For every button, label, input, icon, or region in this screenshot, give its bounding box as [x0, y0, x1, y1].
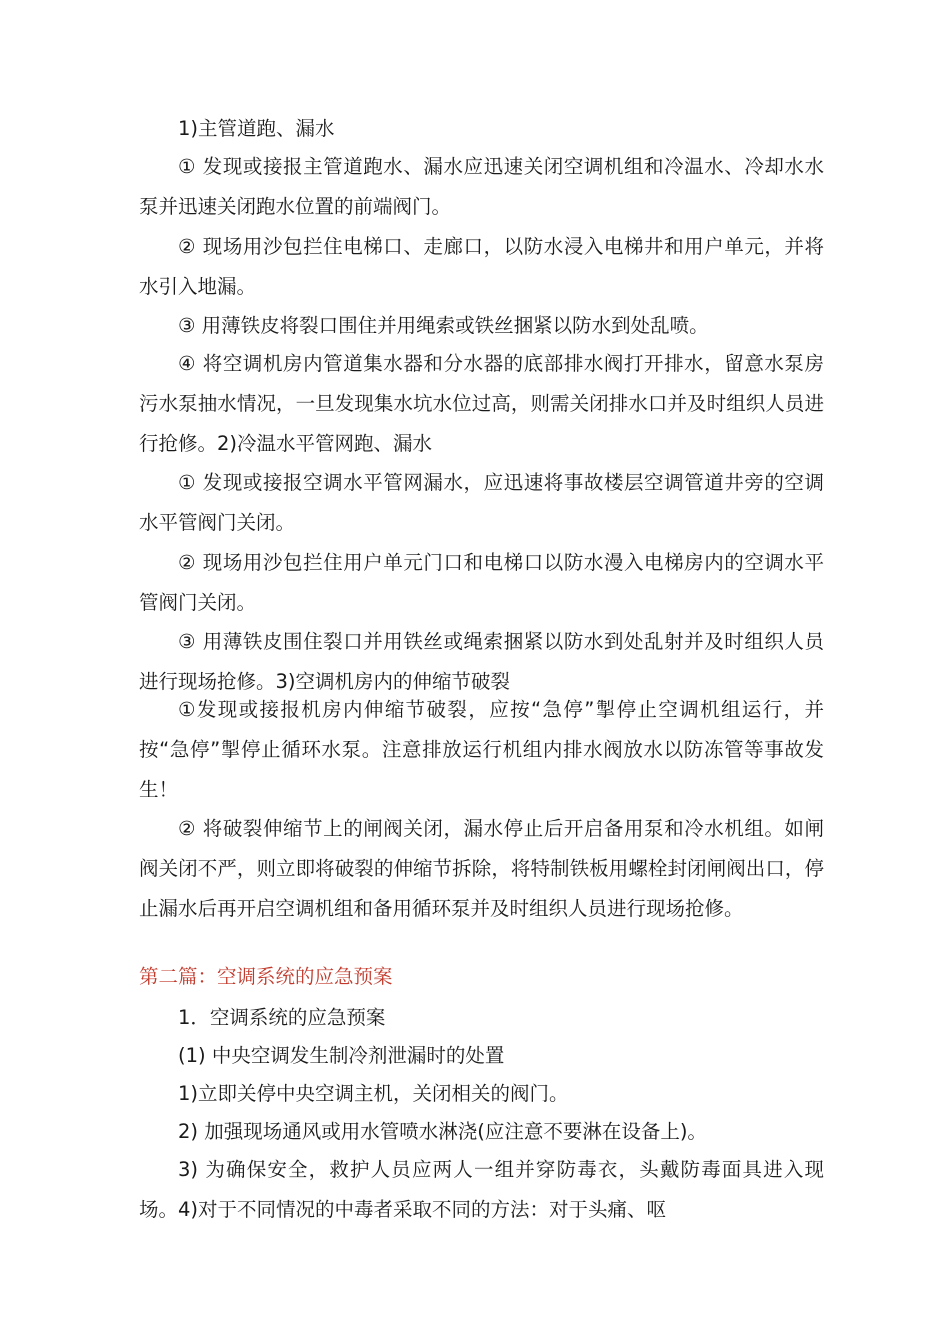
paragraph-branch-pipe-step-1: ① 发现或接报空调水平管网漏水，应迅速将事故楼层空调管道井旁的空调水平管阀门关闭。: [139, 471, 824, 534]
section-heading-part-two: 第二篇：空调系统的应急预案: [139, 965, 393, 988]
paragraph-refrigerant-step-2: 2) 加强现场通风或用水管喷水淋浇(应注意不要淋在设备上)。: [178, 1120, 707, 1143]
paragraph-branch-pipe-step-3: ③ 用薄铁皮围住裂口并用铁丝或绳索捆紧以防水到处乱射并及时组织人员进行现场抢修。3)空调机房内的伸缩节破裂: [139, 630, 824, 693]
paragraph-main-pipe-step-3: ③ 用薄铁皮将裂口围住并用绳索或铁丝捆紧以防水到处乱喷。: [178, 314, 709, 337]
paragraph-expansion-joint-step-2: ② 将破裂伸缩节上的闸阀关闭，漏水停止后开启备用泵和冷水机组。如闸阀关闭不严，则立即将破裂的伸缩节拆除，将特制铁板用螺栓封闭闸阀出口，停止漏水后再开启空调机组和备用循环泵并及时组织人员进行现场抢修。: [139, 817, 824, 920]
paragraph-expansion-joint-step-1: ①发现或接报机房内伸缩节破裂，应按“急停”掣停止空调机组运行，并按“急停”掣停止循环水泵。注意排放运行机组内排水阀放水以防冻管等事故发生！: [139, 698, 824, 801]
paragraph-main-pipe-step-4: ④ 将空调机房内管道集水器和分水器的底部排水阀打开排水，留意水泵房污水泵抽水情况，一旦发现集水坑水位过高，则需关闭排水口并及时组织人员进行抢修。2)冷温水平管网跑、漏水: [139, 352, 824, 455]
paragraph-refrigerant-step-3: 3) 为确保安全，救护人员应两人一组并穿防毒衣，头戴防毒面具进入现场。4)对于不同情况的中毒者采取不同的方法：对于头痛、呕: [139, 1158, 824, 1221]
paragraph-refrigerant-leak-title: (1) 中央空调发生制冷剂泄漏时的处置: [178, 1044, 505, 1067]
paragraph-emergency-plan-title: 1．空调系统的应急预案: [178, 1006, 386, 1029]
paragraph-refrigerant-step-1: 1)立即关停中央空调主机，关闭相关的阀门。: [178, 1082, 569, 1105]
paragraph-branch-pipe-step-2: ② 现场用沙包拦住用户单元门口和电梯口以防水漫入电梯房内的空调水平管阀门关闭。: [139, 551, 824, 614]
paragraph-main-pipe-title: 1)主管道跑、漏水: [178, 117, 335, 140]
paragraph-main-pipe-step-1: ① 发现或接报主管道跑水、漏水应迅速关闭空调机组和冷温水、冷却水水泵并迅速关闭跑水位置的前端阀门。: [139, 155, 824, 218]
paragraph-main-pipe-step-2: ② 现场用沙包拦住电梯口、走廊口，以防水浸入电梯井和用户单元，并将水引入地漏。: [139, 235, 824, 298]
